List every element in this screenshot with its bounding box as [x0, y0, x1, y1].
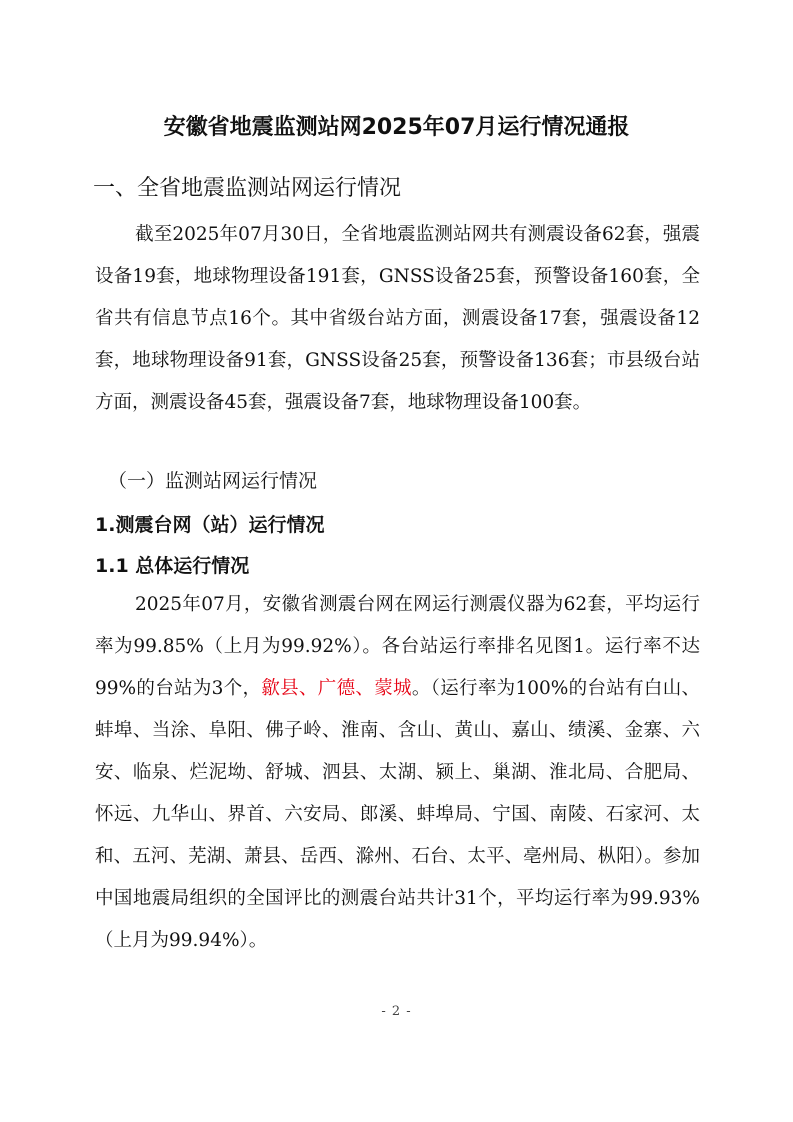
subsection-heading: （一）监测站网运行情况: [108, 470, 318, 492]
document-title: 安徽省地震监测站网2025年07月运行情况通报: [163, 115, 630, 140]
subsubsection-heading: 1.测震台网（站）运行情况: [95, 514, 325, 536]
subsubsubsection-heading: 1.1 总体运行情况: [95, 555, 250, 577]
section-paragraph: [95, 214, 700, 424]
operation-paragraph: [95, 584, 700, 962]
paragraph-text-after: 。（运行率为100%的台站有白山、蚌埠、当涂、阜阳、佛子岭、淮南、含山、黄山、嘉山、绩溪、金寨、六安、临泉、烂泥坳、舒城、泗县、太湖、颍上、巢湖、淮北局、合肥局、怀远、九华山、界首、六安局、郎溪、蚌埠局、宁国、南陵、石家河、太和、五河、芜湖、萧县、岳西、滁州、石台、太平、亳州局、枞阳）。参加中国地震局组织的全国评比的测震台站共计31个，平均运行率为99.93%（上月为99.94%）。: [95, 678, 701, 951]
highlighted-stations: 歙县、广德、蒙城: [261, 678, 412, 699]
page-number: - 2 -: [381, 1004, 412, 1019]
section-heading: 一、全省地震监测站网运行情况: [93, 176, 402, 201]
paragraph-text: 截至2025年07月30日，全省地震监测站网共有测震设备62套，强震设备19套，地球物理设备191套，GNSS设备25套，预警设备160套，全省共有信息节点16个。其中省级台站方面，测震设备17套，强震设备12套，地球物理设备91套，GNSS设备25套，预警设备136套；市县级台站方面，测震设备45套，强震设备7套，地球物理设备100套。: [95, 224, 700, 413]
paragraph-text-before: 2025年07月，安徽省测震台网在网运行测震仪器为62套，平均运行率为99.85%（上月为99.92%）。各台站运行率排名见图1。运行率不达99%的台站为3个，: [95, 594, 700, 699]
